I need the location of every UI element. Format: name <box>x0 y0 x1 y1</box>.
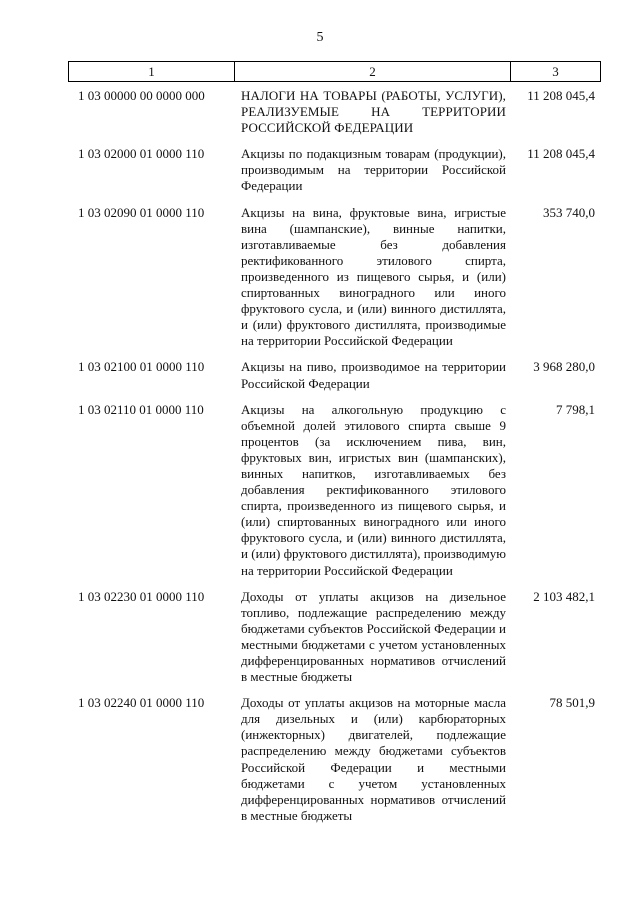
table-row <box>68 589 601 686</box>
row-amount: 3 968 280,0 <box>533 359 595 375</box>
table-row <box>68 146 601 194</box>
row-amount: 11 208 045,4 <box>527 146 595 162</box>
row-description: НАЛОГИ НА ТОВАРЫ (РАБОТЫ, УСЛУГИ), РЕАЛИЗУЕМЫЕ НА ТЕРРИТОРИИ РОССИЙСКОЙ ФЕДЕРАЦИИ <box>241 88 506 136</box>
row-amount: 11 208 045,4 <box>527 88 595 103</box>
table-row <box>68 205 601 350</box>
table-body <box>68 88 601 834</box>
table-row <box>68 695 601 824</box>
row-description: Акцизы на пиво, производимое на территории Российской Федерации <box>241 359 506 391</box>
row-description: Доходы от уплаты акцизов на моторные масла для дизельных и (или) карбюраторных (инжекторных) двигателей, подлежащие распределению между бюджетами субъектов Российской Федерации и местными бюджетами с учетом установленных дифференцированных нормативов отчислений в местные бюджеты <box>241 695 506 823</box>
table-row <box>68 88 601 136</box>
table-header <box>68 61 601 82</box>
table-row <box>68 402 601 579</box>
row-amount: 353 740,0 <box>543 204 595 220</box>
table-row <box>68 359 601 391</box>
row-code: 1 03 02000 01 0000 110 <box>78 146 205 162</box>
header-col-3: 3 <box>552 63 559 79</box>
row-amount: 7 798,1 <box>556 401 595 417</box>
row-code: 1 03 02100 01 0000 110 <box>78 359 205 375</box>
header-col-2: 2 <box>235 62 511 81</box>
row-code: 1 03 02240 01 0000 110 <box>78 695 205 711</box>
row-description: Акцизы на алкогольную продукцию с объемной долей этилового спирта свыше 9 процентов (за исключением пива, вин, фруктовых вин, игристых вин (шампанских), винных напитков, изготавливаемых без добавления ректификованного этилового спирта, произведенного из пищевого сырья, и (или) спиртованных виноградного или иного фруктового сусла, и (или) винного дистиллята, и (или) фруктового дистиллята), производимую на территории Российской Федерации <box>241 401 506 578</box>
row-description: Доходы от уплаты акцизов на дизельное топливо, подлежащие распределению между бюджетами субъектов Российской Федерации и местными бюджетами с учетом установленных дифференцированных нормативов отчислений в местные бюджеты <box>241 588 506 685</box>
row-code: 1 03 02110 01 0000 110 <box>78 401 204 417</box>
row-description: Акцизы на вина, фруктовые вина, игристые вина (шампанские), винные напитки, изготавливаемые без добавления ректификованного этилового спирта, произведенного из пищевого сырья, и (или) спиртованных виноградного или иного фруктового сусла, и (или) винного дистиллята, и (или) фруктового дистиллята, производимые на территории Российской Федерации <box>241 204 506 349</box>
row-code: 1 03 00000 00 0000 000 <box>78 88 205 103</box>
header-col-1: 1 <box>69 62 235 81</box>
row-code: 1 03 02090 01 0000 110 <box>78 204 205 220</box>
row-amount: 2 103 482,1 <box>533 588 595 604</box>
row-code: 1 03 02230 01 0000 110 <box>78 588 205 604</box>
row-description: Акцизы по подакцизным товарам (продукции), производимым на территории Российской Федерации <box>241 146 506 194</box>
row-amount: 78 501,9 <box>549 695 595 711</box>
page-number: 5 <box>316 30 324 45</box>
